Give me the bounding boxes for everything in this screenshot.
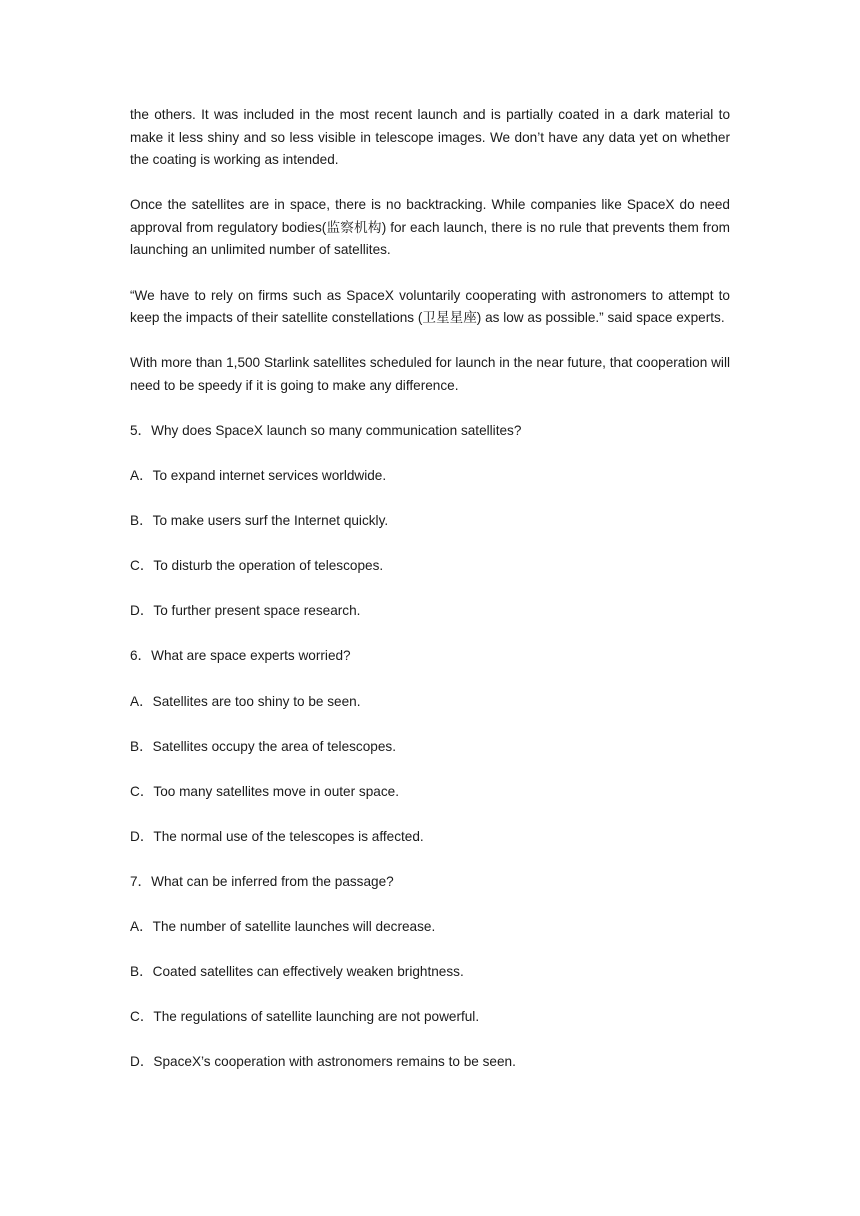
question-5 (130, 420, 730, 623)
answer-option-b: B．To make users surf the Internet quickly. (130, 513, 389, 529)
passage-paragraph: the others. It was included in the most recent launch and is partially coated in a dark material to make it less shiny and so less visible in telescope images. We don’t have any data yet on whether the coating is working as intended. (130, 107, 730, 168)
question-stem: 7．What can be inferred from the passage? (130, 873, 394, 889)
question-stem: 6．What are space experts worried? (130, 648, 351, 664)
question-7 (130, 871, 730, 1074)
passage-paragraph: Once the satellites are in space, there is no backtracking. While companies like SpaceX do need approval from regulatory bodies(监察机构) for each launch, there is no rule that prevents them from launching an unlimited number of satellites. (130, 197, 730, 258)
answer-option-b: B．Coated satellites can effectively weaken brightness. (130, 964, 464, 980)
passage-paragraph: With more than 1,500 Starlink satellites scheduled for launch in the near future, that cooperation will need to be speedy if it is going to make any difference. (130, 355, 730, 393)
question-stem: 5．Why does SpaceX launch so many communication satellites? (130, 422, 522, 438)
answer-option-d: D．The normal use of the telescopes is affected. (130, 828, 424, 844)
passage-paragraph: “We have to rely on firms such as SpaceX voluntarily cooperating with astronomers to attempt to keep the impacts of their satellite constellations (卫星星座) as low as possible.” said space experts. (130, 287, 730, 326)
answer-option-a: A．To expand internet services worldwide. (130, 468, 387, 484)
answer-option-a: A．The number of satellite launches will decrease. (130, 918, 436, 934)
answer-option-b: B．Satellites occupy the area of telescopes. (130, 738, 396, 754)
answer-option-c: C．The regulations of satellite launching are not powerful. (130, 1009, 480, 1025)
answer-option-a: A．Satellites are too shiny to be seen. (130, 693, 361, 709)
question-6 (130, 645, 730, 848)
answer-option-c: C．To disturb the operation of telescopes. (130, 558, 384, 574)
document-page (130, 104, 730, 1096)
answer-option-c: C．Too many satellites move in outer space. (130, 783, 399, 799)
answer-option-d: D．SpaceX’s cooperation with astronomers remains to be seen. (130, 1054, 516, 1070)
answer-option-d: D．To further present space research. (130, 603, 361, 619)
